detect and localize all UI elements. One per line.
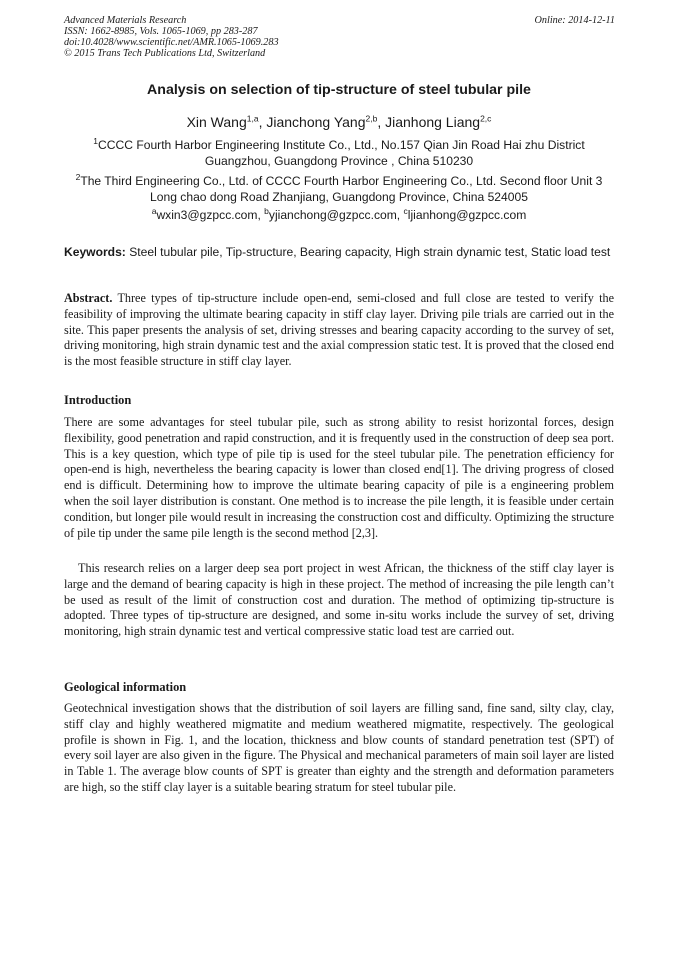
email-sup: a <box>151 205 157 216</box>
author-list <box>0 114 678 130</box>
abstract-label: Abstract. <box>64 291 113 305</box>
journal-header <box>64 15 279 59</box>
affiliation-1 <box>64 137 614 169</box>
geological-paragraph-1: Geotechnical investigation shows that the distribution of soil layers are filling sand, fine sand, silty clay, clay, stiff clay and highly weathered migmatite and medium weathered migmatite, respectively. The geological profile is shown in Fig. 1, and the location, thickness and blow counts of standard penetration test (SPT) of every soil layer are also given in the figure. The Physical and mechanical parameters of main soil layer are listed in Table 1. The average blow counts of SPT is greater than eighty and the strength and deformation parameters are high, so the stiff clay layer is a suitable bearing stratum for steel tubular pile. <box>64 701 614 794</box>
author-sup: 2,c <box>480 113 492 124</box>
abstract-text: Three types of tip-structure include open-end, semi-closed and full close are tested to verify the feasibility of improving the ultimate bearing capacity in stiff clay layer. Driving pile trials are carried out in the site. This paper presents the analysis of set, driving stresses and bearing capacity according to the survey of set, driving monitoring, high strain dynamic test and the axial compression static test. It is proved that the closed end is the most feasible structure in stiff clay layer. <box>64 291 614 369</box>
email-address[interactable]: ljianhong@gzpcc.com <box>407 208 527 222</box>
affiliation-text: The Third Engineering Co., Ltd. of CCCC Fourth Harbor Engineering Co., Ltd. Second floor Unit 3 Long chao dong Road Zhanjiang, Guangdong Province, China 524005 <box>80 174 603 204</box>
online-date <box>535 15 615 26</box>
affiliation-text: CCCC Fourth Harbor Engineering Institute Co., Ltd., No.157 Qian Jin Road Hai zhu District Guangzhou, Guangdong Province , China 510230 <box>98 138 585 168</box>
affiliation-sup: 2 <box>75 171 81 182</box>
email-list <box>0 205 678 222</box>
keywords <box>64 245 614 260</box>
author-sep: , <box>377 114 386 130</box>
keywords-label: Keywords: <box>64 245 126 259</box>
author-name: Xin Wang <box>186 114 247 130</box>
author-sup: 2,b <box>365 113 378 124</box>
paper-title: Analysis on selection of tip-structure of steel tubular pile <box>147 82 531 98</box>
issn-line: ISSN: 1662-8985, Vols. 1065-1069, pp 283-287 <box>64 26 258 37</box>
affiliation-2 <box>64 173 614 205</box>
email-sup: c <box>403 205 408 216</box>
email-sup: b <box>264 205 269 216</box>
section-heading-introduction: Introduction <box>64 393 132 407</box>
online-date-text: Online: 2014-12-11 <box>534 15 615 26</box>
author-sup: 1,a <box>246 113 259 124</box>
email-address[interactable]: wxin3@gzpcc.com, <box>156 208 265 222</box>
author-name: Jianchong Yang <box>266 114 366 130</box>
intro-paragraph-1: There are some advantages for steel tubular pile, such as strong ability to resist horizontal forces, design flexibility, good penetration and rapid construction, and it is frequently used in the construction of deep sea port. This is a key question, which type of pile tip is used for the steel tubular pile. The penetration efficiency for open-end is high, nevertheless the bearing capacity is lower than closed end[1]. The driving progress of closed end is difficult. Determining how to improve the ultimate bearing capacity of pile is a engineering problem when the soil layer distribution is constant. One method is to increase the pile length, it is feasible under certain condition, but longer pile would result in increasing the construction cost and difficulty. Optimizing the structure of pile tip under the same pile length is the second method [2,3]. <box>64 415 614 540</box>
email-address[interactable]: yjianchong@gzpcc.com, <box>268 208 404 222</box>
journal-name: Advanced Materials Research <box>64 15 187 26</box>
keywords-text: Steel tubular pile, Tip-structure, Bearing capacity, High strain dynamic test, Static load test <box>125 245 611 259</box>
section-heading-geological: Geological information <box>64 680 187 694</box>
copyright-line: © 2015 Trans Tech Publications Ltd, Switzerland <box>64 48 266 59</box>
intro-paragraph-2: This research relies on a larger deep sea port project in west African, the thickness of the stiff clay layer is large and the demand of bearing capacity is high in these project. The method of increasing the pile length can’t be used as result of the limit of construction cost and duration. The method of optimizing tip-structure is adopted. Three types of tip-structure are designed, and some in-situ works include the survey of set, driving monitoring, high strain dynamic test and vertical compressive static load test are carried out. <box>64 561 614 639</box>
abstract <box>64 291 614 370</box>
author-name: Jianhong Liang <box>385 114 481 130</box>
affiliation-sup: 1 <box>93 135 99 146</box>
author-sep: , <box>258 114 267 130</box>
doi-line: doi:10.4028/www.scientific.net/AMR.1065-1069.283 <box>64 37 279 48</box>
